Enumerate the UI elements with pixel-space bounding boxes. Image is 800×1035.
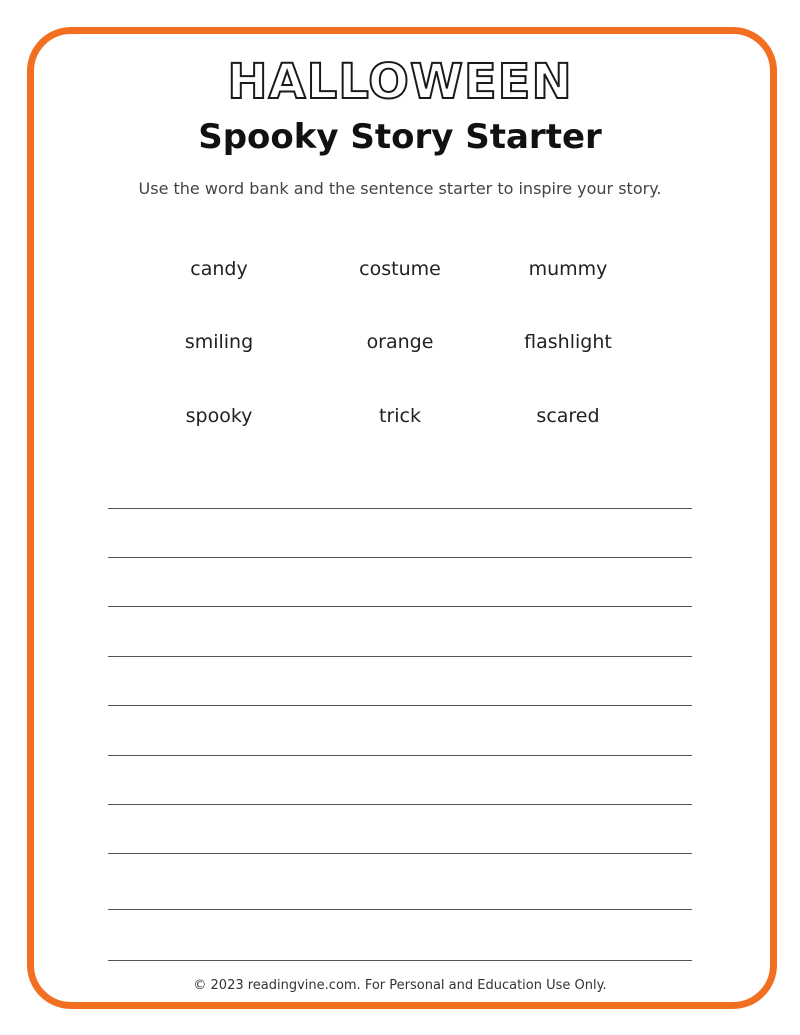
word-bank-item: mummy (528, 258, 608, 280)
copyright-footer: © 2023 readingvine.com. For Personal and Education Use Only. (193, 978, 607, 993)
writing-line (108, 909, 692, 910)
instruction-text: Use the word bank and the sentence starter to inspire your story. (138, 179, 662, 198)
writing-line (108, 705, 692, 706)
writing-line (108, 853, 692, 854)
writing-line (108, 960, 692, 961)
word-bank-item: candy (190, 258, 248, 280)
writing-line (108, 656, 692, 657)
word-bank-item: costume (359, 258, 441, 280)
word-bank-item: scared (536, 405, 600, 427)
writing-line (108, 557, 692, 558)
writing-line (108, 606, 692, 607)
writing-line (108, 804, 692, 805)
page-subtitle: Spooky Story Starter (198, 117, 602, 157)
writing-line (108, 755, 692, 756)
word-bank-item: smiling (184, 331, 254, 353)
word-bank-item: orange (366, 331, 434, 353)
word-bank-item: spooky (185, 405, 253, 427)
word-bank-item: flashlight (524, 331, 612, 353)
page-border (27, 27, 777, 1009)
word-bank-item: trick (379, 405, 421, 427)
writing-line (108, 508, 692, 509)
page-title: HALLOWEEN (227, 54, 573, 110)
